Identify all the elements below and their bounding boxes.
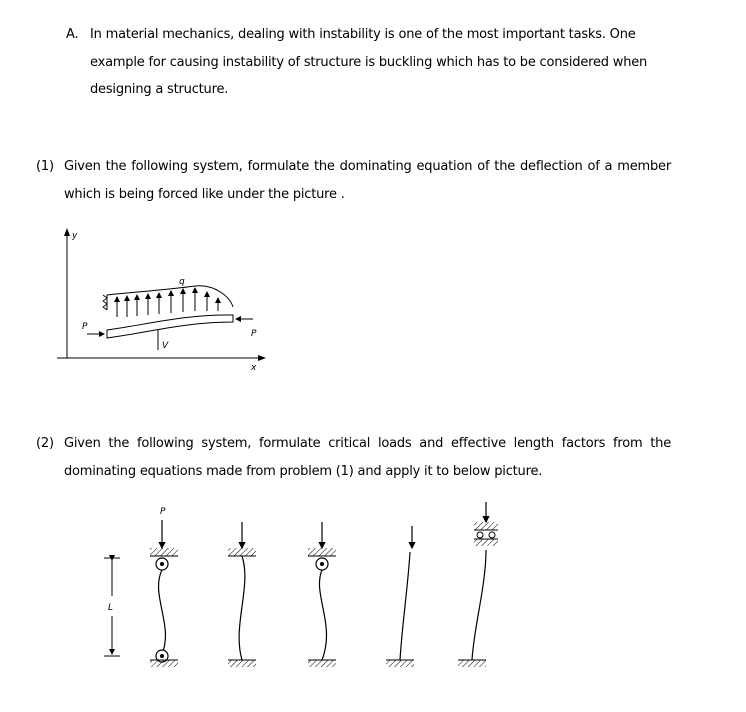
question-1-text: Given the following system, formulate the dominating equation of the deflection of a member which is being forced like under the picture .	[64, 159, 671, 202]
column-guided-fixed	[458, 502, 498, 667]
y-axis-label: y	[72, 231, 78, 241]
section-a-paragraph	[66, 21, 676, 104]
force-p-left-label: P	[82, 322, 88, 332]
load-p-label: P	[160, 507, 166, 517]
force-p-right-label: P	[251, 329, 257, 339]
figure-2-columns	[90, 496, 530, 681]
section-a-marker: A.	[66, 27, 79, 42]
question-1-marker: (1)	[36, 159, 54, 174]
distributed-load-label: q	[179, 277, 185, 287]
column-pinned-fixed	[308, 522, 336, 667]
question-2-marker: (2)	[36, 436, 54, 451]
column-pinned-pinned	[150, 507, 178, 667]
question-1	[36, 153, 671, 208]
x-axis-label: x	[251, 363, 257, 373]
question-2	[36, 430, 671, 485]
column-fixed-fixed	[228, 522, 256, 667]
shear-v-label: V	[162, 341, 169, 351]
column-fixed-free	[386, 526, 414, 667]
figure-1-beam-column	[55, 222, 285, 382]
section-a-text: In material mechanics, dealing with instability is one of the most important tasks. One example for causing instability of structure is buckling which has to be considered when designing a structure.	[90, 27, 648, 97]
question-2-text: Given the following system, formulate critical loads and effective length factors from the dominating equations made from problem (1) and apply it to below picture.	[64, 436, 671, 479]
length-label: L	[108, 603, 114, 613]
